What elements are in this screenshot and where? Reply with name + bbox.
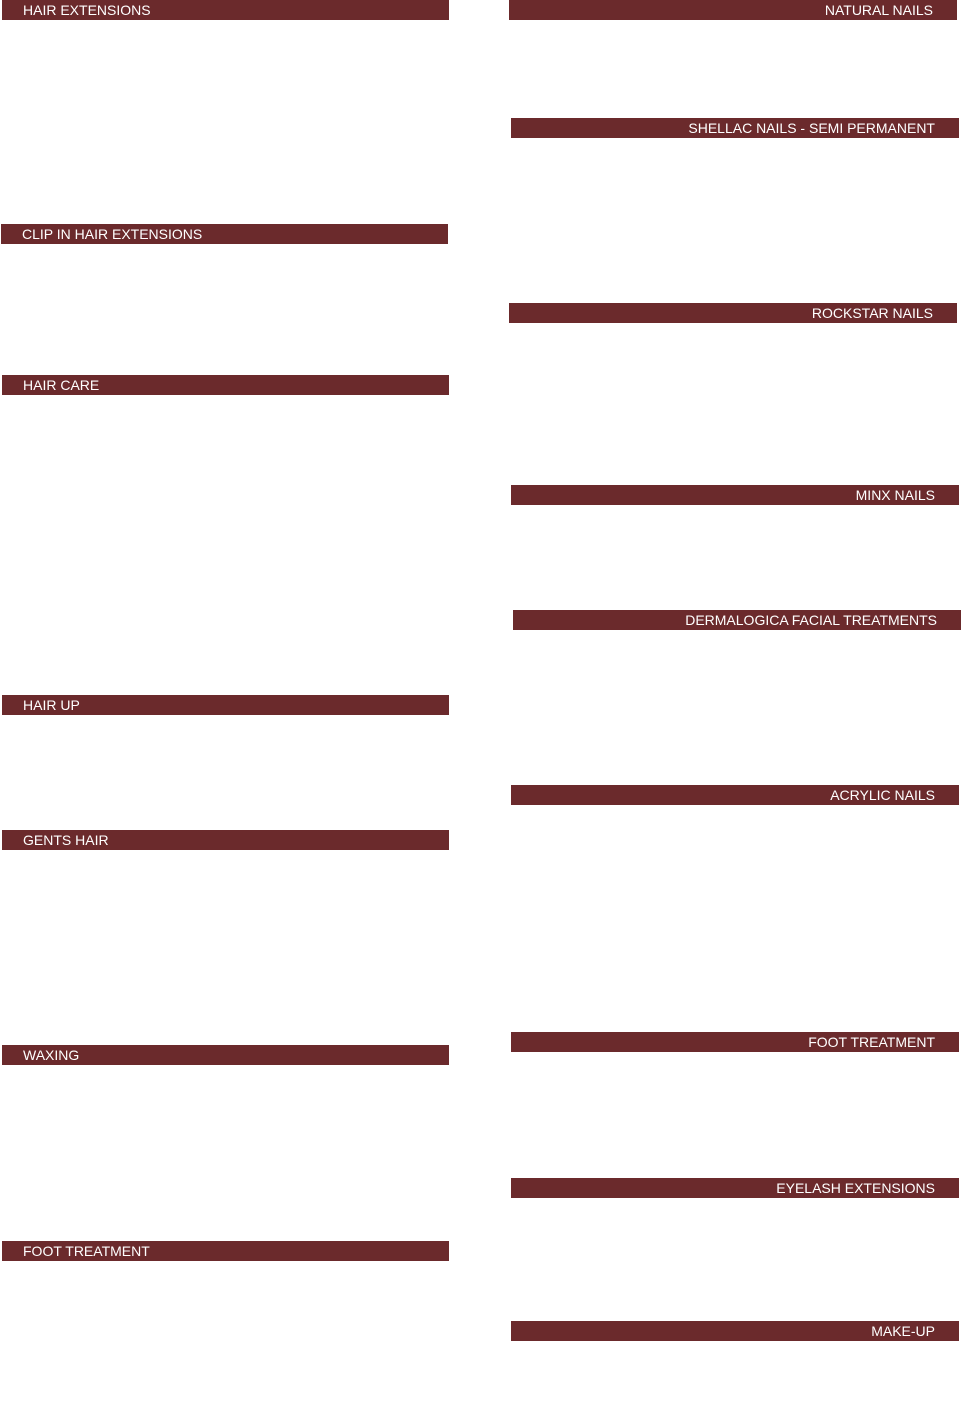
- section-header-hair-extensions[interactable]: HAIR EXTENSIONS: [2, 0, 449, 20]
- section-header-acrylic-nails[interactable]: ACRYLIC NAILS: [511, 785, 959, 805]
- section-header-foot-treatment-right[interactable]: FOOT TREATMENT: [511, 1032, 959, 1052]
- section-header-rockstar-nails[interactable]: ROCKSTAR NAILS: [509, 303, 957, 323]
- section-header-eyelash-extensions[interactable]: EYELASH EXTENSIONS: [511, 1178, 959, 1198]
- section-header-dermalogica-facial-treatments[interactable]: DERMALOGICA FACIAL TREATMENTS: [513, 610, 961, 630]
- section-header-shellac-nails[interactable]: SHELLAC NAILS - SEMI PERMANENT: [511, 118, 959, 138]
- section-header-hair-care[interactable]: HAIR CARE: [2, 375, 449, 395]
- section-header-gents-hair[interactable]: GENTS HAIR: [2, 830, 449, 850]
- section-header-natural-nails[interactable]: NATURAL NAILS: [509, 0, 957, 20]
- section-header-make-up[interactable]: MAKE-UP: [511, 1321, 959, 1341]
- section-header-hair-up[interactable]: HAIR UP: [2, 695, 449, 715]
- section-header-waxing[interactable]: WAXING: [2, 1045, 449, 1065]
- section-header-clip-in-hair-extensions[interactable]: CLIP IN HAIR EXTENSIONS: [1, 224, 448, 244]
- section-header-minx-nails[interactable]: MINX NAILS: [511, 485, 959, 505]
- section-header-foot-treatment[interactable]: FOOT TREATMENT: [2, 1241, 449, 1261]
